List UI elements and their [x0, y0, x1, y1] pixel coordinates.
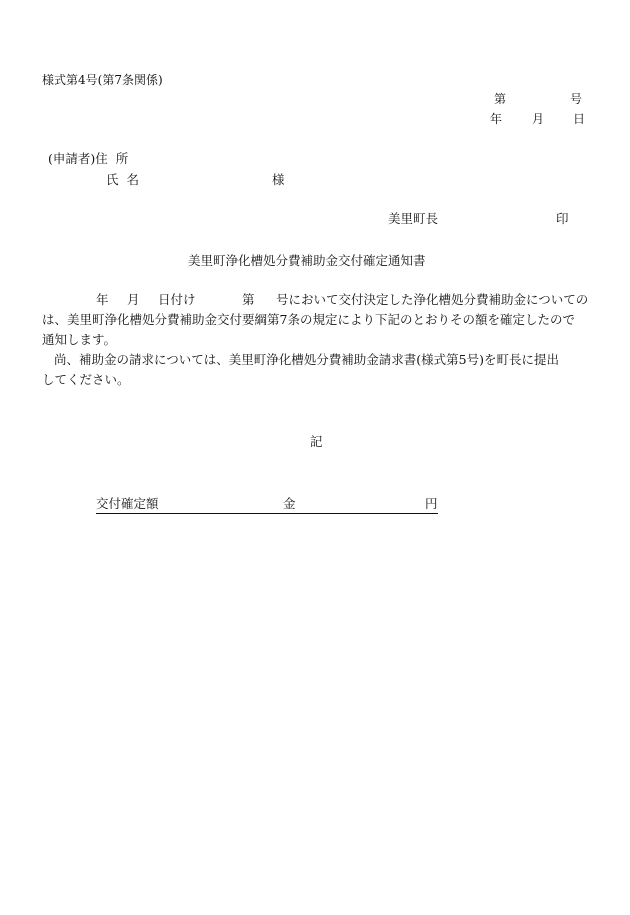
name-label: 氏 名: [106, 172, 139, 187]
ref-rest: 号において交付決定した浄化槽処分費補助金についての: [276, 292, 589, 307]
form-label: 様式第4号(第7条関係): [42, 73, 163, 87]
amount-line: [96, 496, 438, 514]
ref-day: 日付け: [158, 292, 196, 307]
address-label: 住 所: [95, 151, 129, 166]
amount-yen: 円: [425, 496, 438, 511]
doc-number-suffix: 号: [570, 92, 583, 106]
amount-kin: 金: [283, 496, 296, 511]
date-day: 日: [573, 112, 586, 126]
page-title: 美里町浄化槽処分費補助金交付確定通知書: [188, 253, 426, 268]
applicant-address-line: [48, 151, 128, 167]
ref-year: 年: [96, 292, 109, 307]
body-line-2: は、美里町浄化槽処分費補助金交付要綱第7条の規定により下記のとおりその額を確定したので: [42, 312, 575, 327]
doc-number-prefix: 第: [494, 92, 507, 106]
date-month: 月: [532, 112, 545, 126]
issuer-title: 美里町長: [388, 211, 439, 226]
body-p2-line-2: してください。: [42, 372, 130, 387]
date-year: 年: [490, 112, 503, 126]
applicant-role: (申請者): [48, 151, 96, 166]
amount-label: 交付確定額: [96, 496, 159, 511]
honorific: 様: [272, 172, 285, 187]
ki-heading: 記: [310, 434, 323, 449]
ref-month: 月: [127, 292, 140, 307]
ref-dai: 第: [242, 292, 255, 307]
body-p2-line-1: 尚、補助金の請求については、美里町浄化槽処分費補助金請求書(様式第5号)を町長に提出: [54, 352, 559, 367]
seal-mark: 印: [556, 211, 569, 226]
body-line-3: 通知します。: [42, 332, 117, 347]
